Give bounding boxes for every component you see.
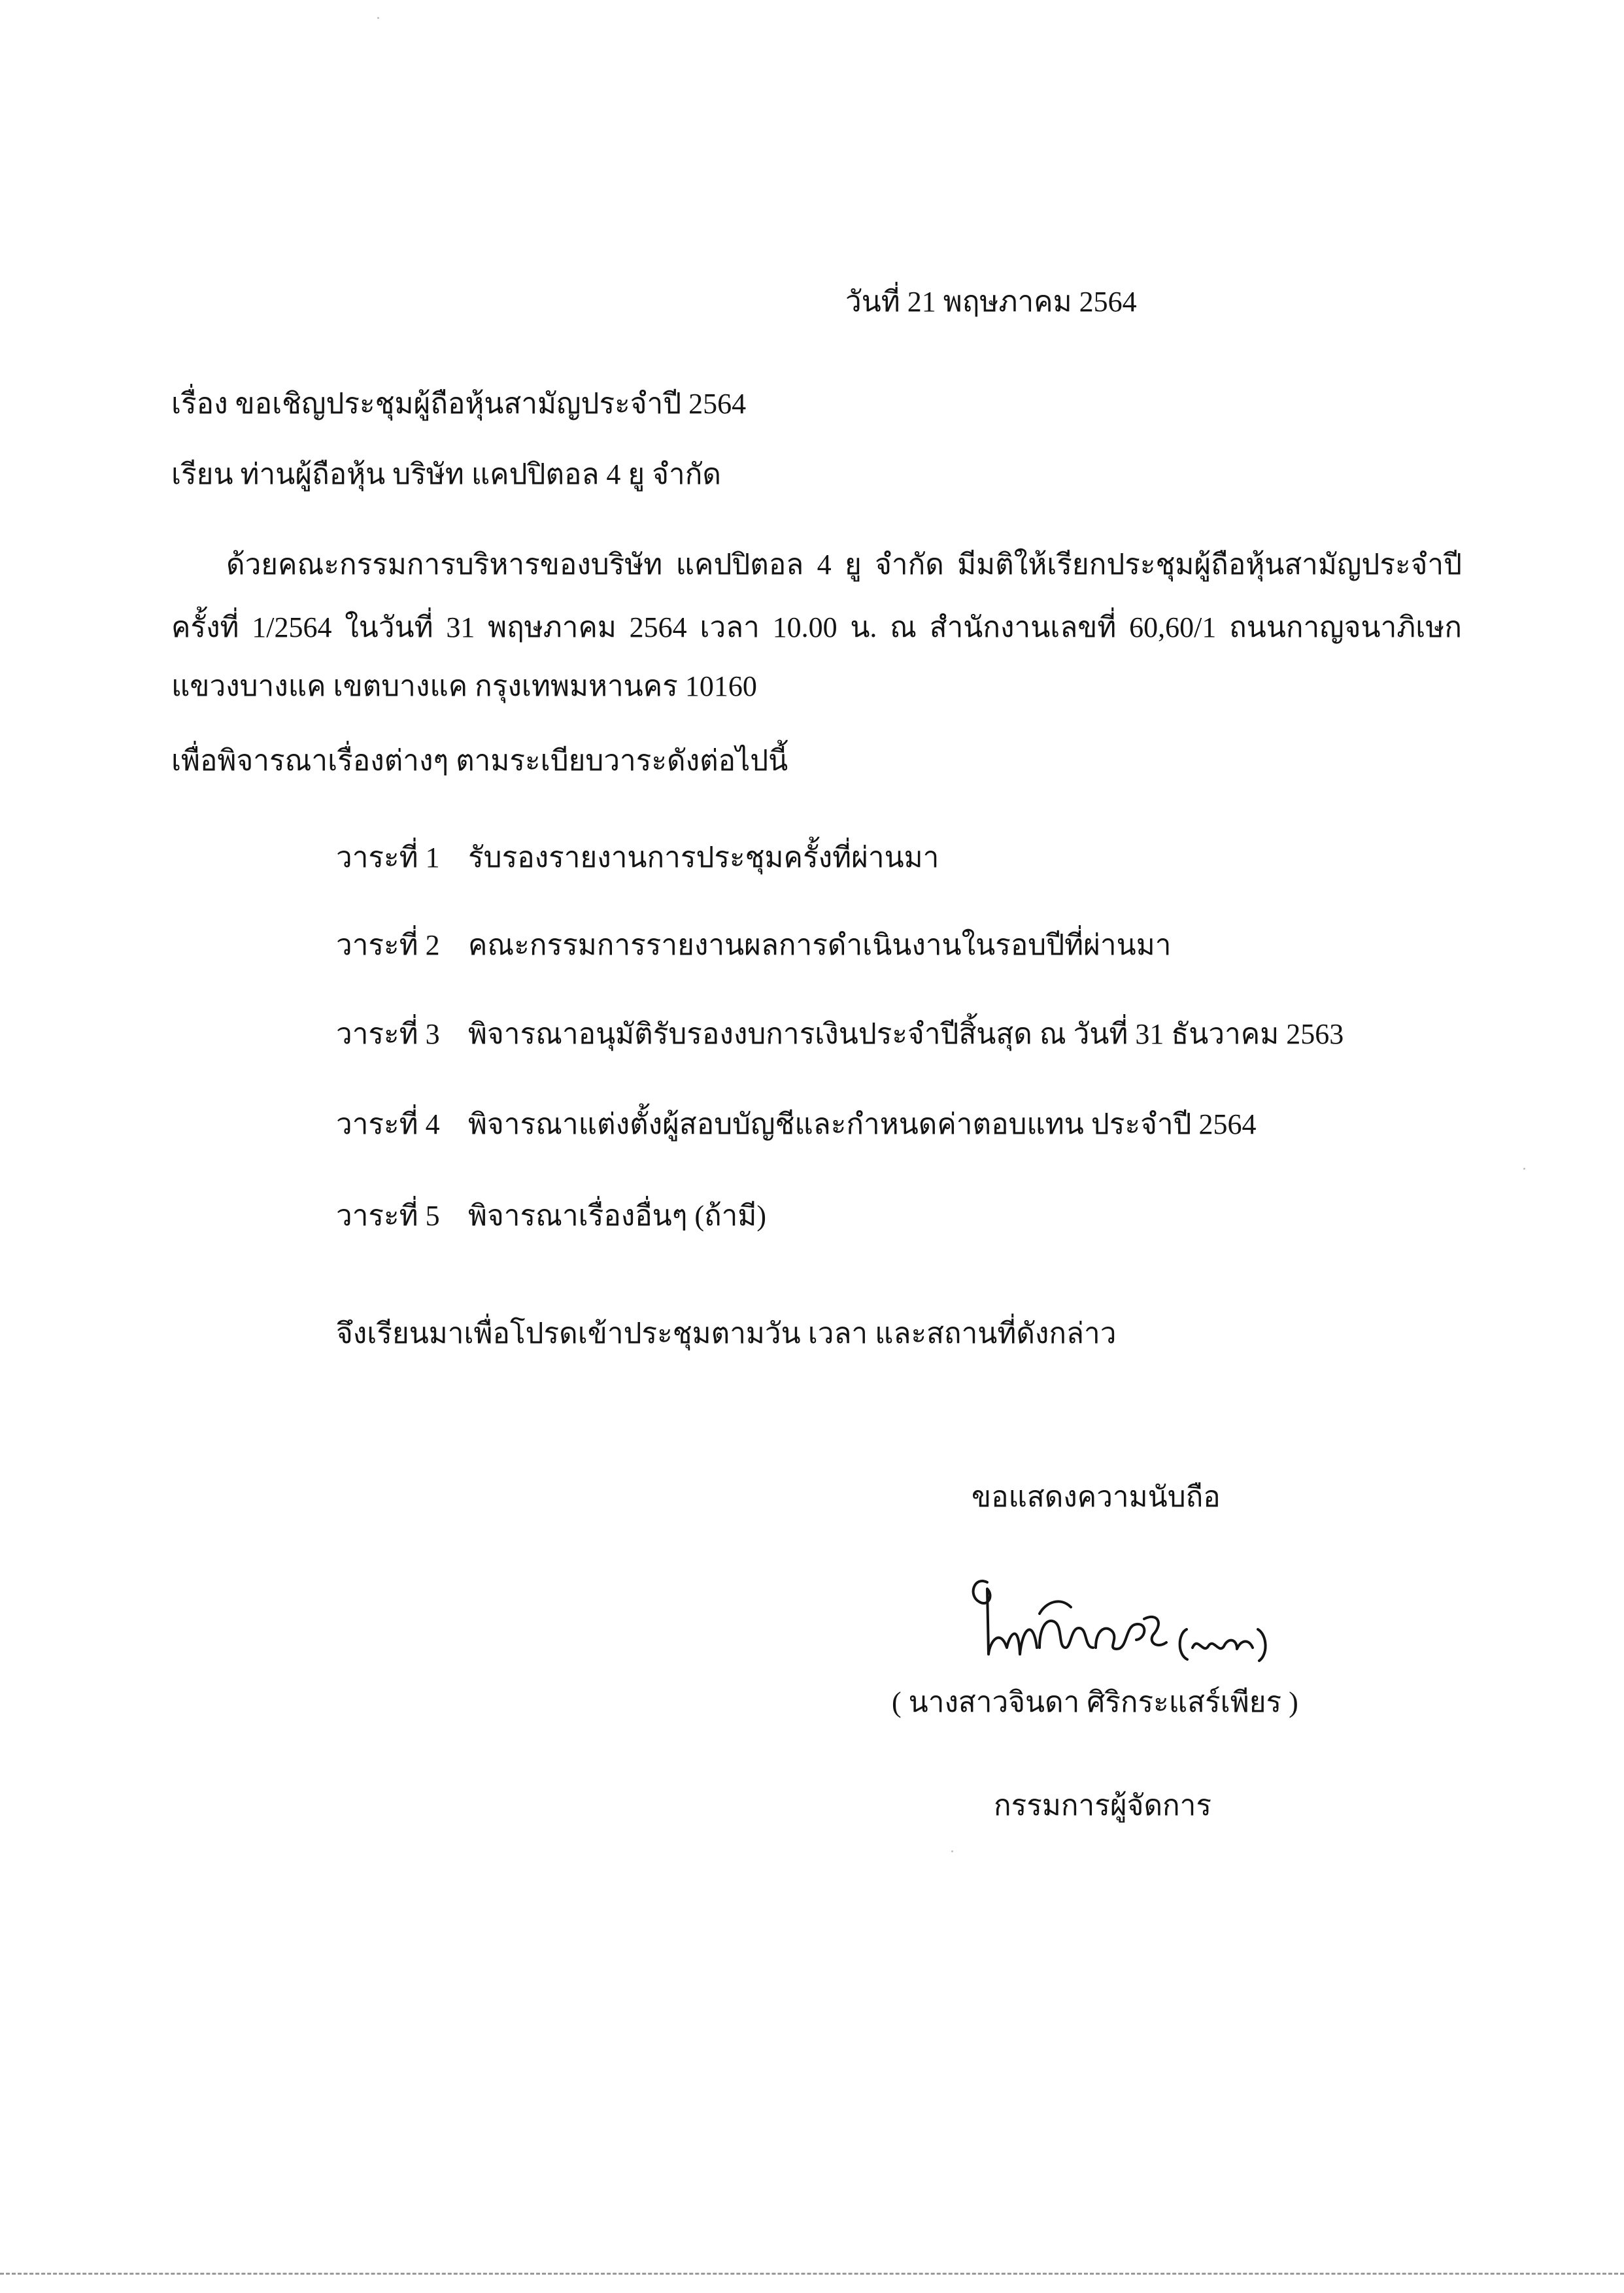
agenda-text: คณะกรรมการรายงานผลการดำเนินงานในรอบปีที่ผ่านมา xyxy=(468,929,1172,961)
agenda-label: วาระที่ 3 xyxy=(336,1018,440,1050)
agenda-text: พิจารณาอนุมัติรับรองงบการเงินประจำปีสิ้นสุด ณ วันที่ 31 ธันวาคม 2563 xyxy=(468,1018,1344,1050)
agenda-label: วาระที่ 4 xyxy=(336,1108,440,1140)
handwritten-signature xyxy=(941,1556,1294,1680)
letter-date: วันที่ 21 พฤษภาคม 2564 xyxy=(845,286,1137,318)
agenda-text: พิจารณาแต่งตั้งผู้สอบบัญชีและกำหนดค่าตอบแทน ประจำปี 2564 xyxy=(468,1108,1257,1140)
agenda-text: พิจารณาเรื่องอื่นๆ (ถ้ามี) xyxy=(468,1200,767,1232)
agenda-label: วาระที่ 2 xyxy=(336,929,440,961)
body-line-3: แขวงบางแค เขตบางแค กรุงเทพมหานคร 10160 xyxy=(171,670,757,702)
signatory-title: กรรมการผู้จัดการ xyxy=(994,1790,1212,1822)
scan-speck xyxy=(1523,1168,1525,1170)
scan-speck xyxy=(377,17,379,19)
scan-speck xyxy=(951,1850,953,1852)
body-line-2: ครั้งที่ 1/2564 ในวันที่ 31 พฤษภาคม 2564 เวลา 10.00 น. ณ สำนักงานเลขที่ 60,60/1 ถนนกาญจนาภิเษก xyxy=(171,611,1462,643)
regards-line: ขอแสดงความนับถือ xyxy=(972,1481,1221,1513)
closing-sentence: จึงเรียนมาเพื่อโปรดเข้าประชุมตามวัน เวลา และสถานที่ดังกล่าว xyxy=(336,1317,1117,1350)
letter-subject: เรื่อง ขอเชิญประชุมผู้ถือหุ้นสามัญประจำปี 2564 xyxy=(171,388,747,420)
page-bottom-rule xyxy=(0,2273,1624,2275)
agenda-intro: เพื่อพิจารณาเรื่องต่างๆ ตามระเบียบวาระดังต่อไปนี้ xyxy=(171,745,788,777)
letter-recipient: เรียน ท่านผู้ถือหุ้น บริษัท แคปปิตอล 4 ยู จำกัด xyxy=(171,458,721,490)
agenda-label: วาระที่ 5 xyxy=(336,1200,440,1232)
agenda-label: วาระที่ 1 xyxy=(336,841,440,874)
signatory-name: ( นางสาวจินดา ศิริกระแสร์เพียร ) xyxy=(892,1686,1298,1718)
body-line-1: ด้วยคณะกรรมการบริหารของบริษัท แคปปิตอล 4 ยู จำกัด มีมติให้เรียกประชุมผู้ถือหุ้นสามัญประจำปี xyxy=(226,549,1462,581)
agenda-text: รับรองรายงานการประชุมครั้งที่ผ่านมา xyxy=(468,841,939,874)
